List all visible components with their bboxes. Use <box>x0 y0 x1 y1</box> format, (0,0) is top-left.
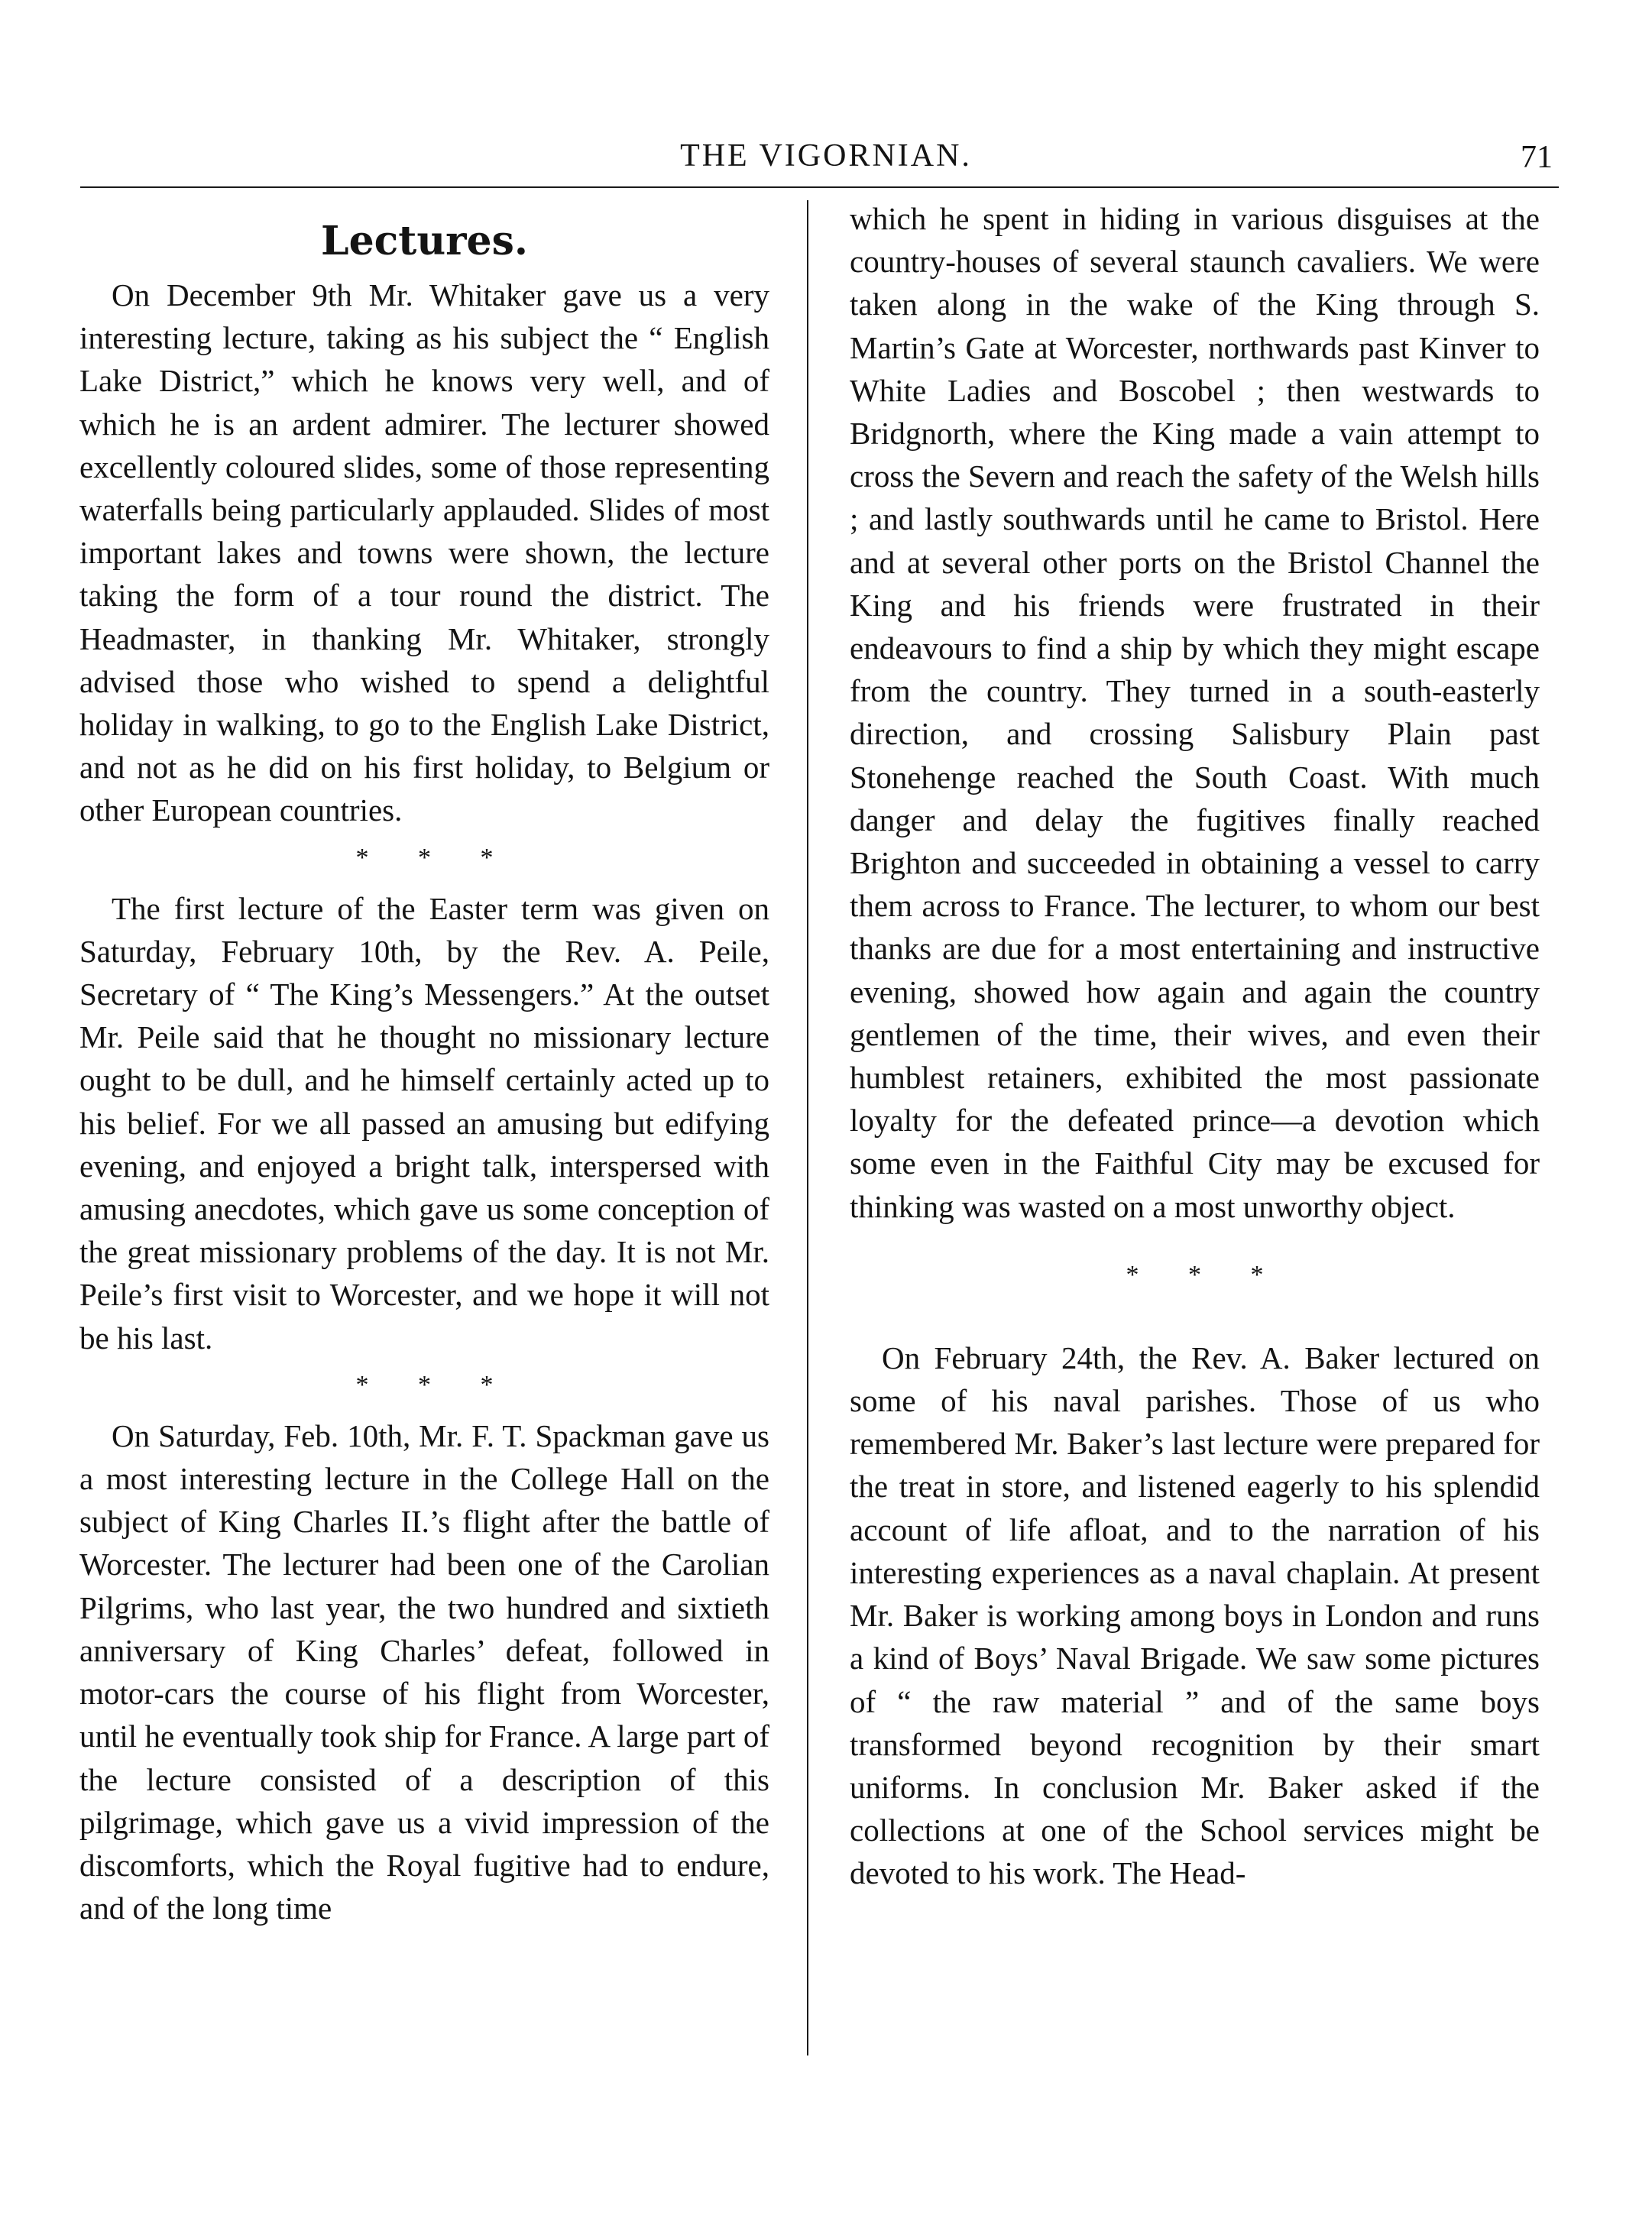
section-title: Lectures. <box>321 218 528 264</box>
running-head: THE VIGORNIAN. <box>680 138 972 173</box>
paragraph-whitaker-lecture: On December 9th Mr. Whitaker gave us a very interesting lecture, taking as his subject the “ English Lake District,” which he knows very well, and of which he is an ardent admirer. The lecturer showed excellently coloured slides, some of those representing waterfalls being particularly applauded. Slides of most important lakes and towns were shown, the lecture taking the form of a tour round the district. The Headmaster, in thanking Mr. Whitaker, strongly advised those who wished to spend a delightful holiday in walking, to go to the English Lake District, and not as he did on his first holiday, to Belgium or other European countries. <box>79 277 769 828</box>
separator-stars: * * * <box>355 843 515 872</box>
paragraph-spackman-lecture: On Saturday, Feb. 10th, Mr. F. T. Spackman gave us a most interesting lecture in the College Hall on the subject of King Charles II.’s flight after the battle of Worcester. The lecturer had been one of the Carolian Pilgrims, who last year, the two hundred and sixtieth anniversary of King Charles’ defeat, followed in motor-cars the course of his flight from Worcester, until he eventually took ship for France. A large part of the lecture consisted of a description of this pilgrimage, which gave us a vivid impression of the discomforts, which the Royal fugitive had to endure, and of the long time <box>79 1417 769 1926</box>
header-rule <box>80 186 1559 188</box>
paragraph-baker-lecture: On February 24th, the Rev. A. Baker lectured on some of his naval parishes. Those of us who remembered Mr. Baker’s last lecture were prepared for the treat in store, and listened eagerly to his splendid account of life afloat, and to the narration of his interesting experiences as a naval chaplain. At present Mr. Baker is working among boys in London and runs a kind of Boys’ Naval Brigade. We saw some pictures of “ the raw material ” and of the same boys transformed beyond recognition by their smart uniforms. In conclusion Mr. Baker asked if the collections at one of the School services might be devoted to his work. The Head- <box>850 1340 1540 1891</box>
page-number: 71 <box>1521 140 1553 175</box>
paragraph-peile-lecture: The first lecture of the Easter term was given on Saturday, February 10th, by the Rev. A. Peile, Secretary of “ The King’s Messengers.” At the outset Mr. Peile said that he thought no missionary lecture ought to be dull, and he himself certainly acted up to his belief. For we all passed an amusing but edifying evening, and enjoyed a bright talk, interspersed with amusing anecdotes, which gave us some conception of the great missionary problems of the day. It is not Mr. Peile’s first visit to Worcester, and we hope it will not be his last. <box>79 890 769 1356</box>
column-divider <box>807 200 808 2055</box>
paragraph-spackman-continued: which he spent in hiding in various disguises at the country-houses of several staunch cavaliers. We were taken along in the wake of the King through S. Martin’s Gate at Worcester, northwards past Kinver to White Ladies and Boscobel ; then westwards to Bridgnorth, where the King made a vain attempt to cross the Severn and reach the safety of the Welsh hills ; and lastly southwards until he came to Bristol. Here and at several other ports on the Bristol Channel the King and his friends were frustrated in their endeavours to find a ship by which they might escape from the country. They turned in a south-easterly direction, and crossing Salisbury Plain past Stonehenge reached the South Coast. With much danger and delay the fugitives finally reached Brighton and succeeded in obtaining a vessel to carry them across to France. The lecturer, to whom our best thanks are due for a most entertaining and instructive evening, showed how again and again the country gentlemen of the time, their wives, and even their humblest retainers, exhibited the most passionate loyalty for the defeated prince—a devotion which some even in the Faithful City may be excused for thinking was wasted on a most unworthy object. <box>850 201 1540 1224</box>
separator-stars: * * * <box>355 1370 515 1399</box>
left-column <box>79 197 769 1929</box>
right-column <box>850 197 1540 1895</box>
separator-stars: * * * <box>1126 1260 1285 1289</box>
